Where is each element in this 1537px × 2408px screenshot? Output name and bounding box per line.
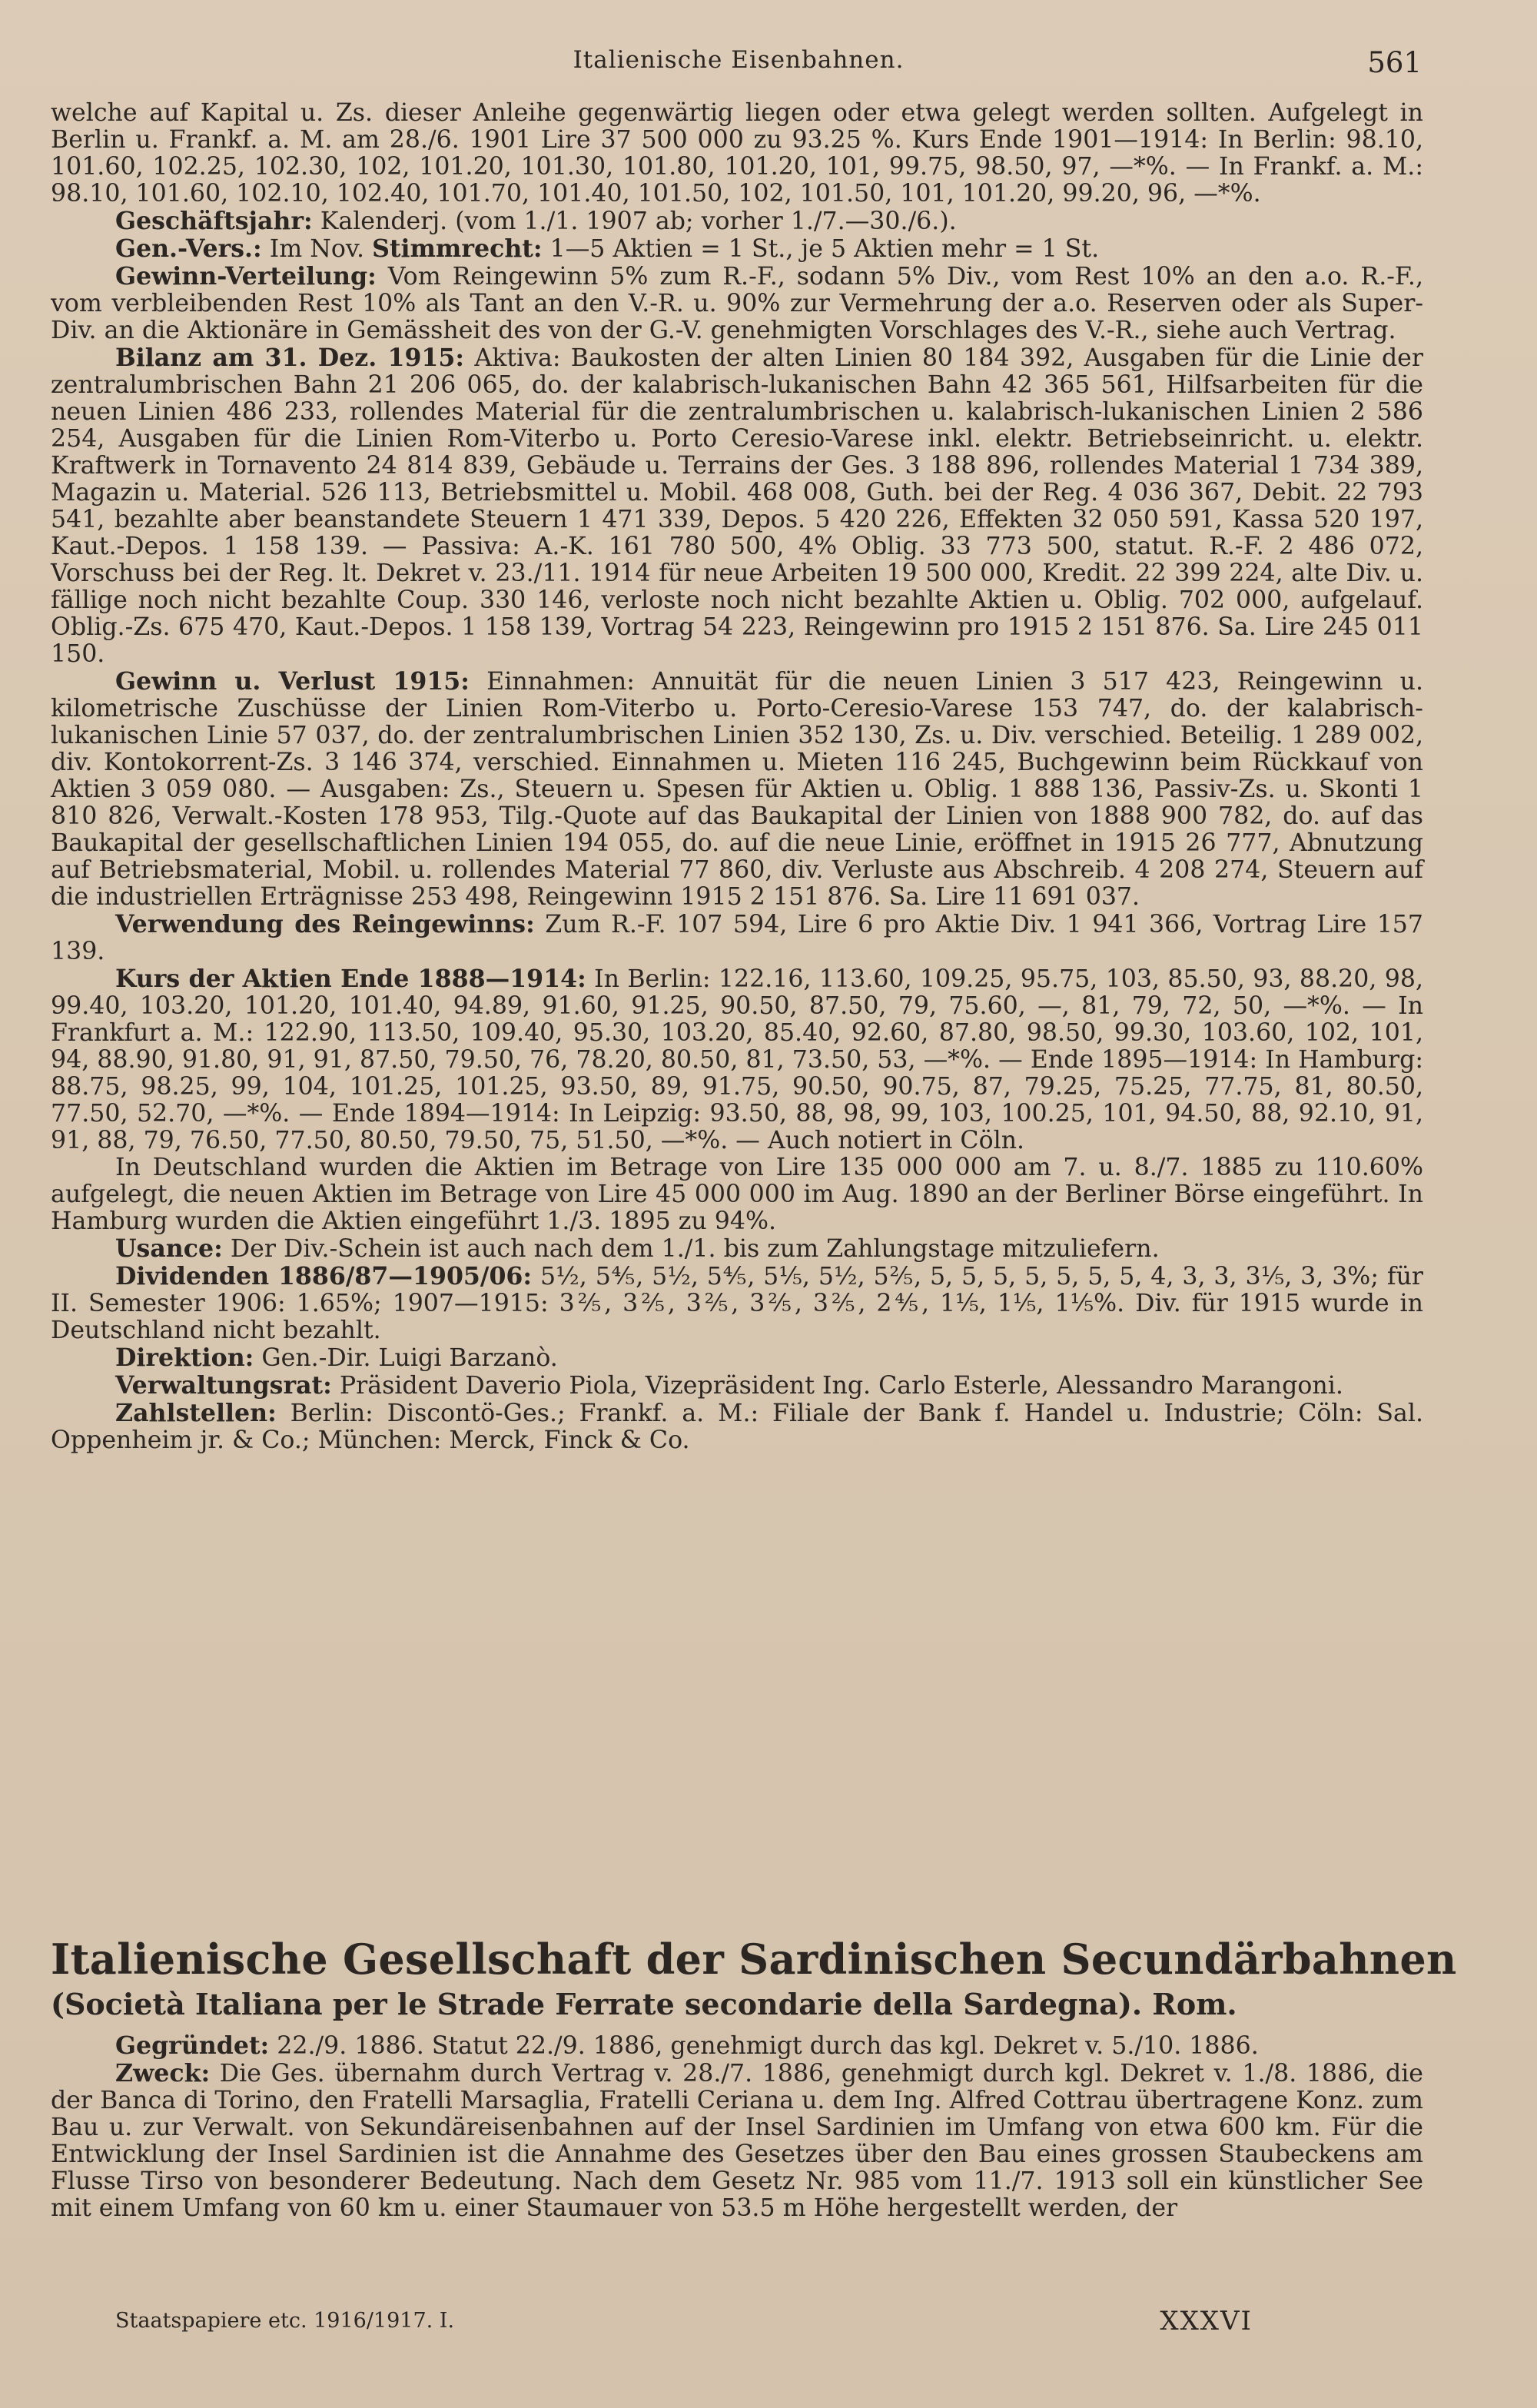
paragraph-deutschland: In Deutschland wurden die Aktien im Betrage von Lire 135 000 000 am 7. u. 8./7. 1885 zu 110.60% aufgelegt, die neuen Aktien im Betrage von Lire 45 000 000 im Aug. 1890 an der Berliner Börse eingeführt. In Hamburg wurden die Aktien eingeführt 1./3. 1895 zu 94%. — [51, 1154, 1423, 1235]
article-title: Italienische Gesellschaft der Sardinischen Secundärbahnen — [51, 1935, 1457, 1984]
paragraph-zahlstellen — [51, 1400, 1423, 1454]
label-verwendung: Verwendung des Reingewinns: — [115, 910, 535, 938]
label-zweck: Zweck: — [115, 2059, 211, 2087]
paragraph-anleihe: welche auf Kapital u. Zs. dieser Anleihe gegenwärtig liegen oder etwa gelegt werden sollten. Aufgelegt in Berlin u. Frankf. a. M. am 28./6. 1901 Lire 37 500 000 zu 93.25 %. Kurs Ende 1901—1914: In Berlin: 98.10, 101.60, 102.25, 102.30, 102, 101.20, 101.30, 101.80, 101.20, 101, 99.75, 98.50, 97, —*%. — In Frankf. a. M.: 98.10, 101.60, 102.10, 102.40, 101.70, 101.40, 101.50, 102, 101.50, 101, 101.20, 99.20, 96, —*%. — [51, 99, 1423, 208]
paragraph-verwendung — [51, 911, 1423, 965]
paragraph-geschaeftsjahr — [51, 208, 1423, 235]
label-gewinnverteilung: Gewinn-Verteilung: — [115, 262, 377, 291]
text-stimmrecht: 1—5 Aktien = 1 St., je 5 Aktien mehr = 1 St. — [549, 235, 1100, 263]
label-usance: Usance: — [115, 1234, 223, 1263]
page-footer — [115, 2306, 1253, 2340]
label-genvers: Gen.-Vers.: — [115, 234, 262, 263]
paragraph-genvers — [51, 235, 1423, 263]
article-sardinischen-body — [51, 2032, 1423, 2222]
text-kurs: In Berlin: 122.16, 113.60, 109.25, 95.75, 103, 85.50, 93, 88.20, 98, 99.40, 103.20, 101.20, 101.40, 94.89, 91.60, 91.25, 90.50, 87.50, 79, 75.60, —, 81, 79, 72, 50, —*%. — In Frankfurt a. M.: 122.90, 113.50, 109.40, 95.30, 103.20, 85.40, 92.60, 87.80, 98.50, 99.30, 103.60, 102, 101, 94, 88.90, 91.80, 91, 91, 87.50, 79.50, 76, 78.20, 80.50, 81, 73.50, 53, —*%. — Ende 1895—1914: In Hamburg: 88.75, 98.25, 99, 104, 101.25, 101.25, 93.50, 89, 91.75, 90.50, 90.75, 87, 79.25, 75.25, 77.75, 81, 80.50, 77.50, 52.70, —*%. — Ende 1894—1914: In Leipzig: 93.50, 88, 98, 99, 103, 100.25, 101, 94.50, 88, 92.10, 91, 91, 88, 79, 76.50, 77.50, 80.50, 79.50, 75, 51.50, —*%. — Auch notiert in Cöln. — [51, 965, 1423, 1154]
text-zweck: Die Ges. übernahm durch Vertrag v. 28./7. 1886, genehmigt durch kgl. Dekret v. 1./8. 1886, die der Banca di Torino, den Fratelli Marsaglia, Fratelli Ceriana u. dem Ing. Alfred Cottrau übertragene Konz. zum Bau u. zur Verwalt. von Sekundäreisenbahnen auf der Insel Sardinien im Umfang von etwa 600 km. Für die Entwicklung der Insel Sardinien ist die Annahme des Gesetzes über den Bau eines grossen Staubeckens am Flusse Tirso von besonderer Bedeutung. Nach dem Gesetz Nr. 985 vom 11./7. 1913 soll ein künstlicher See mit einem Umfang von 60 km u. einer Staumauer von 53.5 m Höhe hergestellt werden, der — [51, 2060, 1423, 2222]
label-geschaeftsjahr: Geschäftsjahr: — [115, 207, 313, 235]
article-subtitle: (Società Italiana per le Strade Ferrate secondarie della Sardegna). Rom. — [51, 1987, 1237, 2021]
label-direktion: Direktion: — [115, 1343, 254, 1372]
paragraph-gegruendet — [51, 2032, 1423, 2060]
article-heading-sardinischen — [51, 1934, 1457, 2024]
paragraph-dividenden — [51, 1263, 1423, 1344]
text-bilanz: Aktiva: Baukosten der alten Linien 80 184 392, Ausgaben für die Linie der zentralumbrischen Bahn 21 206 065, do. der kalabrisch-lukanischen Bahn 42 365 561, Hilfsarbeiten für die neuen Linien 486 233, rollendes Material für die zentralumbrischen u. kalabrisch-lukanischen Linien 2 586 254, Ausgaben für die Linien Rom-Viterbo u. Porto Ceresio-Varese inkl. elektr. Betriebseinricht. u. elektr. Kraftwerk in Tornavento 24 814 839, Gebäude u. Terrains der Ges. 3 188 896, rollendes Material 1 734 389, Magazin u. Material. 526 113, Betriebsmittel u. Mobil. 468 008, Guth. bei der Reg. 4 036 367, Debit. 22 793 541, bezahlte aber beanstandete Steuern 1 471 339, Depos. 5 420 226, Effekten 32 050 591, Kassa 520 197, Kaut.-Depos. 1 158 139. — Passiva: A.-K. 161 780 500, 4% Oblig. 33 773 500, statut. R.-F. 2 486 072, Vorschuss bei der Reg. lt. Dekret v. 23./11. 1914 für neue Arbeiten 19 500 000, Kredit. 22 399 224, alte Div. u. fällige noch nicht bezahlte Coup. 330 146, verloste noch nicht bezahlte Aktien u. Oblig. 702 000, aufgelauf. Oblig.-Zs. 675 470, Kaut.-Depos. 1 158 139, Vortrag 54 223, Reingewinn pro 1915 2 151 876. Sa. Lire 245 011 150. — [51, 344, 1423, 668]
article-italienische-eisenbahnen — [51, 100, 1423, 1454]
label-gegruendet: Gegründet: — [115, 2031, 270, 2060]
paragraph-direktion — [51, 1344, 1423, 1372]
label-gewinn-verlust: Gewinn u. Verlust 1915: — [115, 667, 470, 696]
text-gegruendet: 22./9. 1886. Statut 22./9. 1886, genehmigt durch das kgl. Dekret v. 5./10. 1886. — [277, 2032, 1259, 2060]
text-genvers: Im Nov. — [269, 235, 365, 263]
footer-source: Staatspapiere etc. 1916/1917. I. — [115, 2309, 455, 2333]
label-bilanz: Bilanz am 31. Dez. 1915: — [115, 344, 465, 372]
text-usance: Der Div.-Schein ist auch nach dem 1./1. bis zum Zahlungstage mitzuliefern. — [230, 1235, 1160, 1263]
label-kurs: Kurs der Aktien Ende 1888—1914: — [115, 965, 586, 993]
text-gewinn-verlust: Einnahmen: Annuität für die neuen Linien 3 517 423, Reingewinn u. kilometrische Zuschüsse der Linien Rom-Viterbo u. Porto-Ceresio-Varese 153 747, do. der kalabrisch-lukanischen Linie 57 037, do. der zentralumbrischen Linien 352 130, Zs. u. Div. verschied. Beteilig. 1 289 002, div. Kontokorrent-Zs. 3 146 374, verschied. Einnahmen u. Mieten 116 245, Buchgewinn beim Rückkauf von Aktien 3 059 080. — Ausgaben: Zs., Steuern u. Spesen für Aktien u. Oblig. 1 888 136, Passiv-Zs. u. Skonti 1 810 826, Verwalt.-Kosten 178 953, Tilg.-Quote auf das Baukapital der Linien von 1888 900 782, do. auf das Baukapital der gesellschaftlichen Linien 194 055, do. auf die neue Linie, eröffnet in 1915 26 777, Abnutzung auf Betriebsmaterial, Mobil. u. rollendes Material 77 860, div. Verluste aus Abschreib. 4 208 274, Steuern auf die industriellen Erträgnisse 253 498, Reingewinn 1915 2 151 876. Sa. Lire 11 691 037. — [51, 668, 1424, 911]
text-geschaeftsjahr: Kalenderj. (vom 1./1. 1907 ab; vorher 1./7.—30./6.). — [320, 208, 957, 235]
paragraph-kurs — [51, 965, 1423, 1154]
label-verwaltungsrat: Verwaltungsrat: — [115, 1371, 332, 1400]
text-verwaltungsrat: Präsident Daverio Piola, Vizepräsident Ing. Carlo Esterle, Alessandro Marangoni. — [339, 1372, 1343, 1400]
paragraph-gewinnverteilung — [51, 263, 1423, 344]
paragraph-zweck — [51, 2060, 1423, 2222]
label-zahlstellen: Zahlstellen: — [115, 1399, 277, 1427]
footer-signature-mark: XXXVI — [1160, 2306, 1253, 2337]
text-dividenden: 5½, 5⅘, 5½, 5⅘, 5⅕, 5½, 5⅖, 5, 5, 5, 5, 5, 5, 5, 4, 3, 3, 3⅕, 3, 3%; für II. Semester 1906: 1.65%; 1907—1915: 3⅖, 3⅖, 3⅖, 3⅖, 3⅖, 2⅘, 1⅕, 1⅕, 1⅕%. Div. für 1915 wurde in Deutschland nicht bezahlt. — [51, 1263, 1424, 1344]
page-number: 561 — [1367, 46, 1422, 79]
text-verwendung: Zum R.-F. 107 594, Lire 6 pro Aktie Div. 1 941 366, Vortrag Lire 157 139. — [51, 911, 1423, 965]
text-zahlstellen: Berlin: Discontö-Ges.; Frankf. a. M.: Filiale der Bank f. Handel u. Industrie; Cöln: Sal. Oppenheim jr. & Co.; München: Merck, Finck & Co. — [51, 1400, 1423, 1454]
label-dividenden: Dividenden 1886/87—1905/06: — [115, 1262, 533, 1290]
paragraph-bilanz — [51, 344, 1423, 668]
running-title: Italienische Eisenbahnen. — [573, 46, 905, 74]
running-head — [55, 46, 1422, 92]
text-gewinnverteilung: Vom Reingewinn 5% zum R.-F., sodann 5% Div., vom Rest 10% an den a.o. R.-F., vom verbleibenden Rest 10% als Tant an den V.-R. u. 90% zur Vermehrung der a.o. Reserven oder als Super-Div. an die Aktionäre in Gemässheit des von der G.-V. genehmigten Vorschlages des V.-R., siehe auch Vertrag. — [51, 263, 1424, 344]
paragraph-usance — [51, 1235, 1423, 1263]
paragraph-gewinn-verlust — [51, 668, 1423, 911]
paragraph-verwaltungsrat — [51, 1372, 1423, 1400]
label-stimmrecht: Stimmrecht: — [372, 234, 543, 263]
text-direktion: Gen.-Dir. Luigi Barzanò. — [261, 1344, 558, 1372]
